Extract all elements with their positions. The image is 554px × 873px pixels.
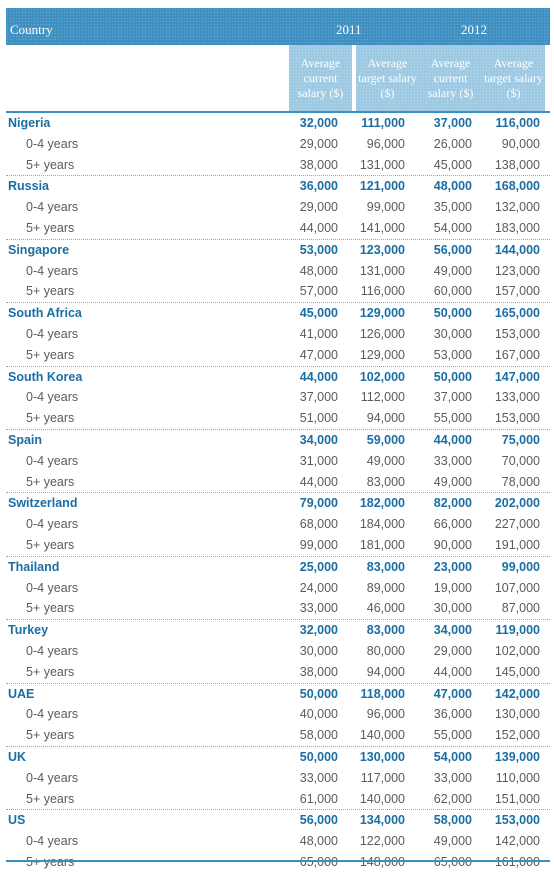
salary-cell: 36,000: [433, 707, 472, 722]
salary-cell: 112,000: [360, 390, 405, 405]
salary-cell: 129,000: [359, 347, 405, 362]
salary-cell: 50,000: [433, 306, 472, 321]
experience-label: 0-4 years: [26, 453, 79, 468]
experience-row: [6, 134, 550, 155]
country-row: [6, 746, 550, 768]
country-name: Switzerland: [8, 496, 78, 511]
salary-cell: 25,000: [299, 559, 338, 574]
country-row: [6, 619, 550, 641]
salary-cell: 184,000: [359, 517, 405, 532]
experience-label: 5+ years: [26, 728, 75, 743]
country-name: South Africa: [8, 306, 82, 321]
salary-cell: 37,000: [433, 390, 472, 405]
salary-cell: 48,000: [299, 834, 338, 849]
salary-cell: 24,000: [299, 580, 338, 595]
salary-cell: 49,000: [433, 834, 472, 849]
salary-cell: 116,000: [360, 284, 405, 299]
salary-cell: 78,000: [501, 474, 540, 489]
salary-cell: 53,000: [433, 347, 472, 362]
salary-cell: 37,000: [433, 116, 472, 130]
salary-cell: 58,000: [299, 728, 338, 743]
salary-cell: 80,000: [366, 643, 405, 658]
salary-cell: 191,000: [494, 537, 540, 552]
salary-cell: 119,000: [495, 623, 540, 638]
experience-row: [6, 218, 550, 239]
salary-cell: 29,000: [299, 200, 338, 215]
experience-row: [6, 514, 550, 535]
experience-label: 5+ years: [26, 791, 75, 806]
salary-cell: 60,000: [433, 284, 472, 299]
experience-label: 0-4 years: [26, 770, 79, 785]
salary-cell: 126,000: [359, 326, 405, 341]
salary-cell: 44,000: [299, 474, 338, 489]
experience-row: [6, 641, 550, 662]
salary-cell: 50,000: [299, 749, 338, 764]
salary-cell: 123,000: [359, 242, 405, 257]
experience-label: 5+ years: [26, 664, 75, 679]
experience-row: [6, 408, 550, 429]
salary-cell: 90,000: [501, 136, 540, 151]
salary-cell: 118,000: [360, 686, 405, 701]
salary-cell: 40,000: [299, 707, 338, 722]
salary-cell: 183,000: [494, 220, 540, 235]
salary-cell: 131,000: [359, 157, 405, 172]
salary-cell: 122,000: [359, 834, 405, 849]
salary-cell: 83,000: [366, 623, 405, 638]
country-column-header: Country: [10, 22, 53, 37]
subheader-2012-target: Average target salary ($): [482, 45, 545, 111]
salary-cell: 107,000: [494, 580, 540, 595]
salary-cell: 168,000: [494, 179, 540, 194]
country-row: [6, 492, 550, 514]
salary-cell: 123,000: [494, 263, 540, 278]
salary-cell: 117,000: [360, 770, 405, 785]
salary-cell: 134,000: [359, 813, 405, 828]
experience-label: 5+ years: [26, 284, 75, 299]
experience-row: [6, 197, 550, 218]
salary-cell: 30,000: [433, 601, 472, 616]
salary-cell: 83,000: [366, 559, 405, 574]
salary-cell: 23,000: [433, 559, 472, 574]
experience-label: 0-4 years: [26, 200, 79, 215]
salary-cell: 111,000: [361, 116, 405, 130]
salary-cell: 152,000: [494, 728, 540, 743]
salary-cell: 51,000: [299, 411, 338, 426]
salary-cell: 33,000: [299, 601, 338, 616]
salary-cell: 79,000: [299, 496, 338, 511]
experience-label: 0-4 years: [26, 643, 79, 658]
salary-cell: 61,000: [299, 791, 338, 806]
experience-label: 0-4 years: [26, 136, 79, 151]
salary-cell: 102,000: [359, 369, 405, 384]
country-row: [6, 683, 550, 705]
country-name: Turkey: [8, 623, 49, 638]
salary-cell: 99,000: [501, 559, 540, 574]
salary-cell: 145,000: [494, 664, 540, 679]
experience-row: [6, 725, 550, 746]
salary-cell: 83,000: [366, 474, 405, 489]
experience-label: 5+ years: [26, 157, 75, 172]
experience-label: 0-4 years: [26, 390, 79, 405]
experience-row: [6, 451, 550, 472]
salary-cell: 130,000: [494, 707, 540, 722]
experience-row: [6, 281, 550, 302]
salary-cell: 94,000: [366, 411, 405, 426]
salary-cell: 96,000: [366, 136, 405, 151]
salary-cell: 66,000: [433, 517, 472, 532]
salary-cell: 153,000: [494, 411, 540, 426]
experience-row: [6, 472, 550, 493]
salary-cell: 62,000: [433, 791, 472, 806]
salary-cell: 49,000: [366, 453, 405, 468]
salary-cell: 48,000: [433, 179, 472, 194]
table-bottom-rule: [6, 860, 550, 862]
salary-cell: 68,000: [299, 517, 338, 532]
salary-cell: 46,000: [366, 601, 405, 616]
salary-cell: 34,000: [299, 432, 338, 447]
salary-cell: 227,000: [494, 517, 540, 532]
experience-label: 5+ years: [26, 601, 75, 616]
country-name: Singapore: [8, 242, 70, 257]
country-row: [6, 809, 550, 831]
experience-label: 0-4 years: [26, 326, 79, 341]
salary-cell: 147,000: [494, 369, 540, 384]
salary-cell: 153,000: [494, 326, 540, 341]
experience-label: 0-4 years: [26, 580, 79, 595]
experience-row: [6, 789, 550, 810]
experience-label: 5+ years: [26, 220, 75, 235]
year-2011-header: 2011: [336, 22, 362, 37]
salary-cell: 202,000: [494, 496, 540, 511]
salary-cell: 181,000: [359, 537, 405, 552]
experience-row: [6, 155, 550, 176]
salary-cell: 55,000: [433, 728, 472, 743]
experience-row: [6, 261, 550, 282]
salary-cell: 33,000: [433, 770, 472, 785]
salary-cell: 96,000: [366, 707, 405, 722]
salary-cell: 37,000: [299, 390, 338, 405]
salary-cell: 29,000: [433, 643, 472, 658]
country-row: [6, 175, 550, 197]
salary-cell: 75,000: [501, 432, 540, 447]
experience-label: 5+ years: [26, 474, 75, 489]
salary-cell: 48,000: [299, 263, 338, 278]
salary-cell: 89,000: [366, 580, 405, 595]
salary-cell: 140,000: [359, 791, 405, 806]
country-name: UK: [8, 749, 27, 764]
salary-cell: 144,000: [494, 242, 540, 257]
salary-cell: 133,000: [494, 390, 540, 405]
salary-cell: 55,000: [433, 411, 472, 426]
salary-cell: 165,000: [494, 306, 540, 321]
country-row: [6, 113, 550, 134]
salary-cell: 132,000: [494, 200, 540, 215]
salary-cell: 54,000: [433, 749, 472, 764]
salary-cell: 131,000: [359, 263, 405, 278]
salary-cell: 47,000: [433, 686, 472, 701]
country-row: [6, 429, 550, 451]
experience-label: 5+ years: [26, 347, 75, 362]
salary-cell: 56,000: [433, 242, 472, 257]
experience-row: [6, 598, 550, 619]
experience-row: [6, 324, 550, 345]
salary-cell: 45,000: [433, 157, 472, 172]
salary-cell: 59,000: [366, 432, 405, 447]
country-name: Nigeria: [8, 116, 51, 130]
country-row: [6, 302, 550, 324]
salary-cell: 141,000: [359, 220, 405, 235]
salary-cell: 44,000: [433, 664, 472, 679]
salary-cell: 99,000: [366, 200, 405, 215]
country-row: [6, 239, 550, 261]
salary-cell: 26,000: [433, 136, 472, 151]
experience-row: [6, 387, 550, 408]
salary-cell: 57,000: [299, 284, 338, 299]
salary-cell: 30,000: [433, 326, 472, 341]
experience-row: [6, 578, 550, 599]
salary-cell: 32,000: [299, 116, 338, 130]
salary-cell: 138,000: [494, 157, 540, 172]
salary-cell: 56,000: [299, 813, 338, 828]
table-header-years: [6, 8, 550, 45]
salary-cell: 129,000: [359, 306, 405, 321]
experience-label: 0-4 years: [26, 707, 79, 722]
salary-cell: 44,000: [299, 220, 338, 235]
salary-cell: 35,000: [433, 200, 472, 215]
salary-cell: 44,000: [433, 432, 472, 447]
experience-label: 0-4 years: [26, 263, 79, 278]
salary-cell: 33,000: [433, 453, 472, 468]
country-row: [6, 556, 550, 578]
year-2012-header: 2012: [461, 22, 487, 37]
salary-cell: 182,000: [359, 496, 405, 511]
salary-cell: 45,000: [299, 306, 338, 321]
subheader-2012-current: Average current salary ($): [419, 45, 482, 111]
subheader-2011-target: Average target salary ($): [356, 45, 419, 111]
salary-cell: 33,000: [299, 770, 338, 785]
country-name: South Korea: [8, 369, 83, 384]
experience-row: [6, 768, 550, 789]
salary-cell: 157,000: [494, 284, 540, 299]
salary-cell: 87,000: [501, 601, 540, 616]
experience-row: [6, 345, 550, 366]
salary-cell: 94,000: [366, 664, 405, 679]
country-name: UAE: [8, 686, 35, 701]
salary-cell: 53,000: [299, 242, 338, 257]
salary-cell: 49,000: [433, 263, 472, 278]
salary-cell: 32,000: [299, 623, 338, 638]
salary-cell: 41,000: [299, 326, 338, 341]
salary-cell: 54,000: [433, 220, 472, 235]
salary-cell: 31,000: [299, 453, 338, 468]
salary-cell: 142,000: [494, 834, 540, 849]
salary-cell: 90,000: [433, 537, 472, 552]
salary-cell: 151,000: [494, 791, 540, 806]
experience-label: 0-4 years: [26, 517, 79, 532]
table-subheader-row: [6, 45, 550, 111]
country-name: US: [8, 813, 26, 828]
experience-row: [6, 704, 550, 725]
salary-cell: 38,000: [299, 664, 338, 679]
salary-cell: 19,000: [433, 580, 472, 595]
table-body: [6, 113, 550, 873]
country-row: [6, 366, 550, 388]
experience-row: [6, 662, 550, 683]
experience-label: 5+ years: [26, 537, 75, 552]
salary-cell: 44,000: [299, 369, 338, 384]
salary-cell: 36,000: [299, 179, 338, 194]
experience-label: 5+ years: [26, 411, 75, 426]
salary-cell: 50,000: [433, 369, 472, 384]
experience-row: [6, 831, 550, 852]
salary-cell: 50,000: [299, 686, 338, 701]
salary-cell: 30,000: [299, 643, 338, 658]
salary-cell: 110,000: [495, 770, 540, 785]
salary-cell: 167,000: [494, 347, 540, 362]
salary-cell: 102,000: [494, 643, 540, 658]
salary-cell: 70,000: [501, 453, 540, 468]
salary-cell: 38,000: [299, 157, 338, 172]
experience-row: [6, 852, 550, 873]
salary-cell: 116,000: [495, 116, 540, 130]
salary-cell: 34,000: [433, 623, 472, 638]
salary-cell: 47,000: [299, 347, 338, 362]
salary-cell: 82,000: [433, 496, 472, 511]
subheader-2011-current: Average current salary ($): [289, 45, 352, 111]
salary-cell: 130,000: [359, 749, 405, 764]
salary-cell: 153,000: [494, 813, 540, 828]
experience-row: [6, 535, 550, 556]
salary-cell: 49,000: [433, 474, 472, 489]
salary-cell: 140,000: [359, 728, 405, 743]
salary-cell: 29,000: [299, 136, 338, 151]
country-name: Spain: [8, 432, 43, 447]
salary-cell: 142,000: [494, 686, 540, 701]
experience-label: 0-4 years: [26, 834, 79, 849]
salary-cell: 139,000: [494, 749, 540, 764]
country-name: Russia: [8, 179, 49, 194]
salary-cell: 99,000: [299, 537, 338, 552]
salary-cell: 121,000: [359, 179, 405, 194]
country-name: Thailand: [8, 559, 60, 574]
salary-cell: 58,000: [433, 813, 472, 828]
